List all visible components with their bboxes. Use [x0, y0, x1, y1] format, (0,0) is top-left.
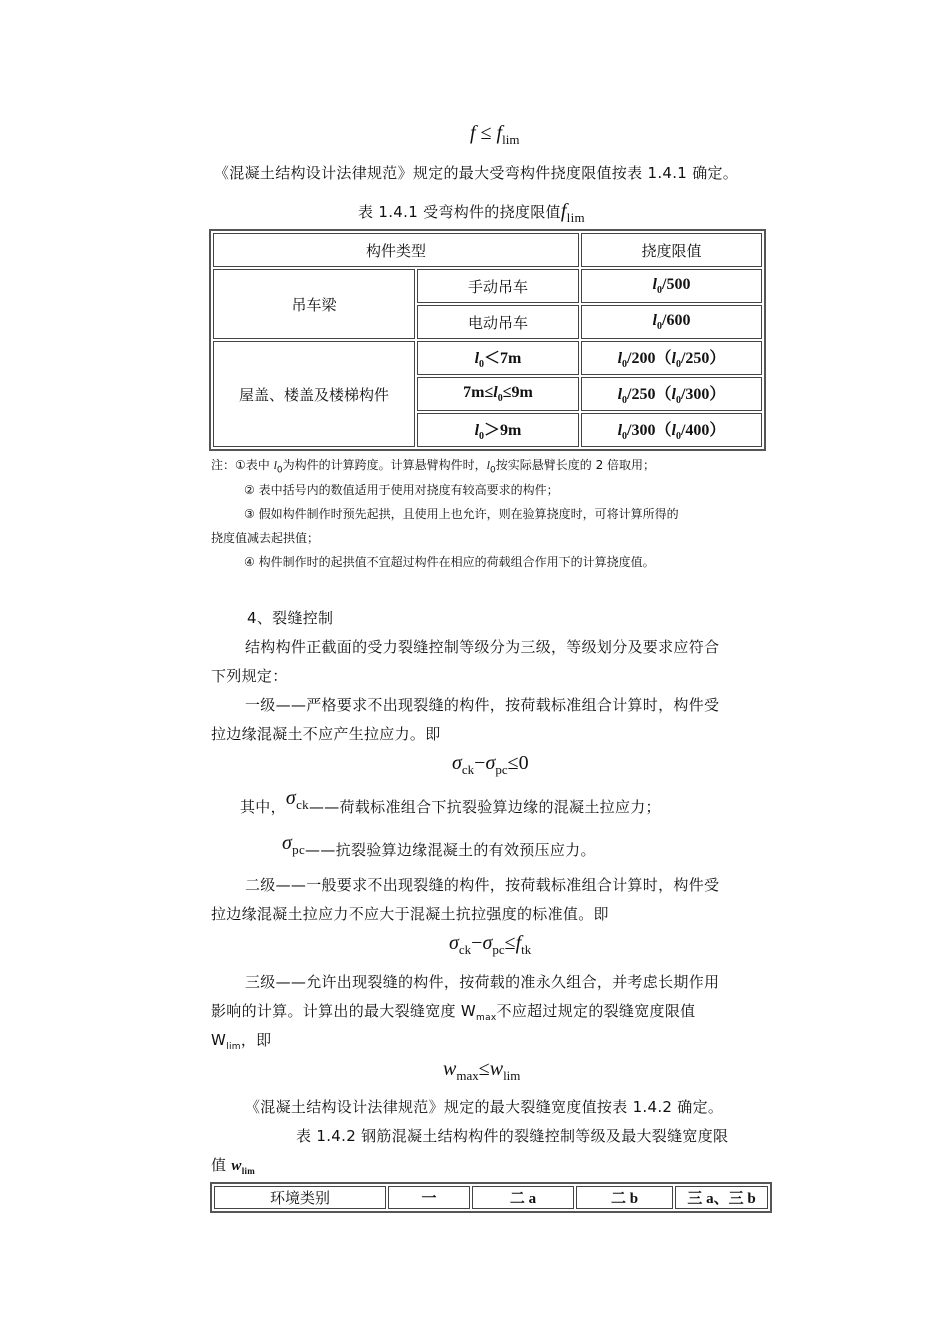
- header-deflection-limit: 挠度限值: [581, 233, 762, 267]
- crack-width-table: [210, 1182, 772, 1213]
- para-3b: 拉边缘混凝土拉应力不应大于混凝土抗拉强度的标准值。即: [211, 905, 609, 923]
- intro-line: 《混凝土结构设计法律规范》规定的最大受弯构件挠度限值按表 1.4.1 确定。: [214, 164, 739, 182]
- cond-span-7-9m: $7m\le l_0\le 9m$: [417, 377, 579, 411]
- header-env-2b: 二 b: [576, 1186, 673, 1209]
- cond-span-lt-7m: $l_0<7m$: [417, 341, 579, 375]
- note-1: 注：①表中 $l_0$为构件的计算跨度。计算悬臂构件时，$l_0$按实际悬臂长度的 2 倍取用；: [211, 458, 656, 476]
- limit-span-7-9m: $l_0/250(l_0/300)$: [581, 377, 762, 411]
- cond-span-gt-9m: $l_0>9m$: [417, 413, 579, 447]
- group-roof-floor-stair: 屋盖、楼盖及楼梯构件: [213, 341, 415, 447]
- note-3-cont: 挠度值减去起拱值；: [211, 531, 320, 545]
- note-2: ② 表中括号内的数值适用于使用对挠度有较高要求的构件；: [244, 483, 559, 497]
- para-1a: 结构构件正截面的受力裂缝控制等级分为三级，等级划分及要求应符合: [245, 638, 720, 656]
- header-member-type: 构件类型: [213, 233, 579, 267]
- group-crane-beam: 吊车梁: [213, 269, 415, 339]
- para-2b: 拉边缘混凝土不应产生拉应力。即: [211, 725, 441, 743]
- formula-deflection: $f \le f_{lim}$: [470, 122, 520, 147]
- limit-electric-crane: $l_0/600$: [581, 305, 762, 339]
- header-env-3: 三 a、三 b: [675, 1186, 768, 1209]
- para-1b: 下列规定：: [211, 667, 288, 685]
- para-4a: 三级——允许出现裂缝的构件，按荷载的准永久组合，并考虑长期作用: [245, 973, 720, 991]
- para-4b: 影响的计算。计算出的最大裂缝宽度 $W_{max}$不应超过规定的裂缝宽度限值: [211, 1002, 696, 1023]
- formula-grade-3: $w_{max}\le w_{lim}$: [443, 1058, 521, 1083]
- where-ck: 其中，$\sigma_{ck}——$荷载标准组合下抗裂验算边缘的混凝土拉应力；: [240, 787, 661, 816]
- cond-manual-crane: 手动吊车: [417, 269, 579, 303]
- deflection-limit-table: [209, 229, 766, 451]
- formula-grade-1: $\sigma_{ck}-\sigma_{pc}\le 0$: [452, 752, 529, 777]
- para-2a: 一级——严格要求不出现裂缝的构件，按荷载标准组合计算时，构件受: [245, 696, 720, 714]
- limit-span-gt-9m: $l_0/300(l_0/400)$: [581, 413, 762, 447]
- formula-grade-2: $\sigma_{ck}-\sigma_{pc}\le f_{tk}$: [449, 932, 532, 957]
- header-env-category: 环境类别: [214, 1186, 386, 1209]
- limit-span-lt-7m: $l_0/200(l_0/250)$: [581, 341, 762, 375]
- para-4c: $W_{lim}$，即: [211, 1031, 272, 1052]
- para-5: 《混凝土结构设计法律规范》规定的最大裂缝宽度值按表 1.4.2 确定。: [245, 1098, 724, 1116]
- table1-caption: 表 1.4.1 受弯构件的挠度限值$f_{lim}$: [358, 200, 585, 225]
- limit-manual-crane: $l_0/500$: [581, 269, 762, 303]
- table2-caption-a: 表 1.4.2 钢筋混凝土结构构件的裂缝控制等级及最大裂缝宽度限: [296, 1127, 729, 1145]
- where-pc: $\sigma_{pc}——$抗裂验算边缘混凝土的有效预压应力。: [282, 832, 596, 859]
- note-3: ③ 假如构件制作时预先起拱，且使用上也允许，则在验算挠度时，可将计算所得的: [244, 507, 679, 521]
- note-4: ④ 构件制作时的起拱值不宜超过构件在相应的荷载组合作用下的计算挠度值。: [244, 555, 655, 569]
- header-env-1: 一: [388, 1186, 470, 1209]
- cond-electric-crane: 电动吊车: [417, 305, 579, 339]
- header-env-2a: 二 a: [472, 1186, 574, 1209]
- para-3a: 二级——一般要求不出现裂缝的构件，按荷载标准组合计算时，构件受: [245, 876, 720, 894]
- table2-caption-b: 值 $w_{lim}$: [211, 1156, 256, 1176]
- section-heading: 4、裂缝控制: [247, 609, 334, 627]
